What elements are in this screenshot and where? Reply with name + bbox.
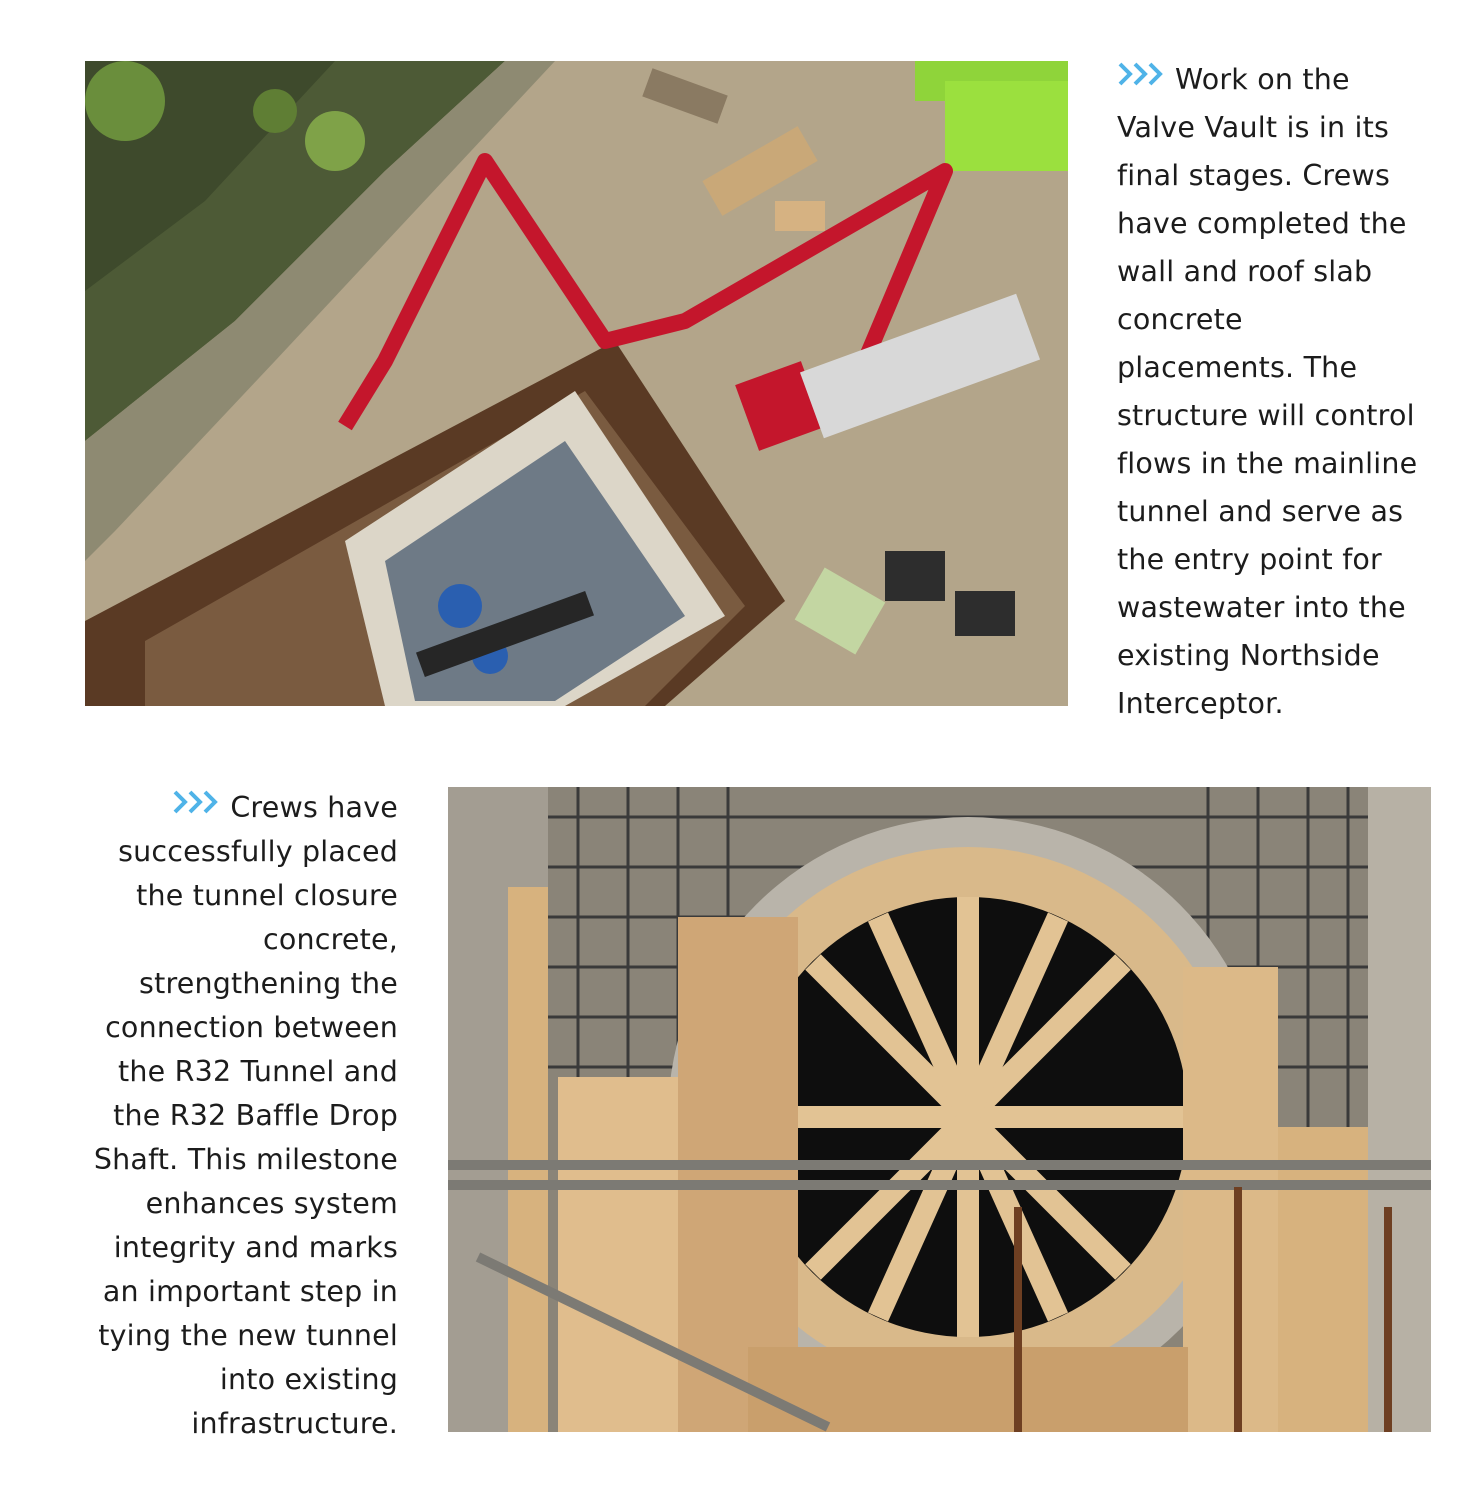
section-2-text — [92, 786, 398, 1446]
section-2-line: the R32 Baffle Drop — [113, 1099, 398, 1132]
valve-vault-photo — [85, 61, 1068, 706]
section-2-line: into existing — [219, 1363, 398, 1396]
section-2-line: tying the new tunnel — [98, 1319, 398, 1352]
section-2-line: infrastructure. — [191, 1407, 398, 1440]
section-1-line: the entry point for — [1117, 543, 1382, 576]
section-1-line: Valve Vault is in its — [1117, 111, 1390, 144]
section-2-line: concrete, — [262, 923, 398, 956]
section-1-line: concrete — [1117, 303, 1243, 336]
section-2-line: the R32 Tunnel and — [118, 1055, 398, 1088]
section-1-line: wall and roof slab — [1117, 255, 1373, 288]
section-1-line-1: Work on the — [1117, 56, 1437, 104]
section-2-line: strengthening the — [139, 967, 398, 1000]
section-1-line: placements. The — [1117, 351, 1358, 384]
tunnel-closure-photo — [448, 787, 1431, 1432]
triple-chevron-right-icon — [172, 784, 222, 828]
section-1-line: Interceptor. — [1117, 687, 1284, 720]
section-1-line: final stages. Crews — [1117, 159, 1391, 192]
section-1-line: wastewater into the — [1117, 591, 1406, 624]
section-1-line: flows in the mainline — [1117, 447, 1418, 480]
section-1-line: structure will control — [1117, 399, 1415, 432]
section-1-line: have completed the — [1117, 207, 1407, 240]
section-1-text — [1117, 56, 1437, 728]
section-2-line: Shaft. This milestone — [93, 1143, 398, 1176]
section-2-line: the tunnel closure — [136, 879, 398, 912]
section-2-line: connection between — [105, 1011, 398, 1044]
section-2-line: an important step in — [102, 1275, 398, 1308]
triple-chevron-right-icon — [1117, 54, 1167, 102]
section-1-line: existing Northside — [1117, 639, 1380, 672]
section-1-line: tunnel and serve as — [1117, 495, 1404, 528]
section-2-line-1: Crews have — [92, 786, 398, 830]
section-2-line: successfully placed — [118, 835, 398, 868]
section-2-line: enhances system — [145, 1187, 398, 1220]
section-2-line: integrity and marks — [113, 1231, 398, 1264]
